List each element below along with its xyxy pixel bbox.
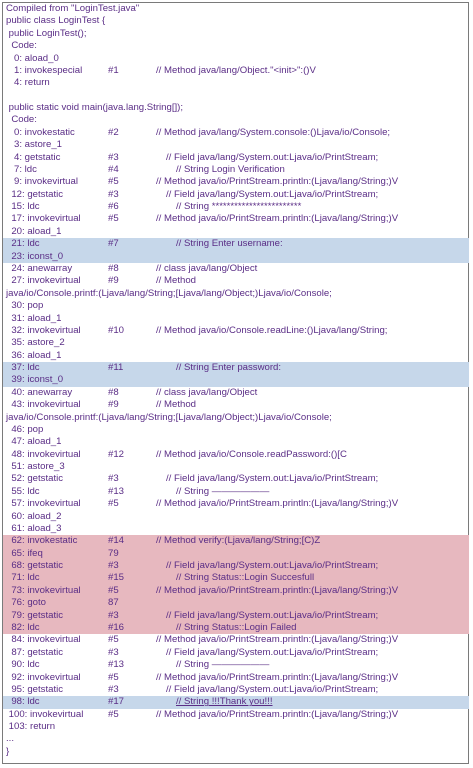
code-line-operand: #4 [108,163,119,175]
code-line-instruction: 1: invokespecial [6,64,83,76]
code-line-instruction: } [6,745,10,757]
code-line-comment: // Method [156,399,196,411]
code-line-instruction: java/io/Console.printf:(Ljava/lang/String;[Ljava/lang/Object;)Ljava/io/Console; [6,287,332,299]
code-line-operand: #5 [108,213,119,225]
code-line-instruction: 73: invokevirtual [6,584,81,596]
code-line-operand: #6 [108,201,119,213]
code-line-instruction: 103: return [6,721,56,733]
code-line-operand: #3 [108,560,119,572]
code-line-instruction: 95: getstatic [6,683,64,695]
code-line-operand: 87 [108,597,119,609]
code-line-instruction: 0: aload_0 [6,52,59,64]
code-line-comment: // String Enter username: [176,238,283,250]
code-line-comment: // class java/lang/Object [156,262,258,274]
code-line-comment: // String —————— [176,659,270,671]
code-line-instruction: 51: astore_3 [6,461,65,473]
code-line-comment: // Method java/io/Console.readLine:()Ljava/lang/String; [156,324,388,336]
code-line-instruction: 61: aload_3 [6,522,62,534]
code-line-comment: // Method java/io/PrintStream.println:(Ljava/lang/String;)V [156,498,399,510]
code-line-instruction: 55: ldc [6,485,40,497]
code-line-instruction: 71: ldc [6,572,40,584]
code-line-instruction: 60: aload_2 [6,510,62,522]
code-line-operand: #2 [108,126,119,138]
code-line-comment: // Field java/lang/System.out:Ljava/io/PrintStream; [166,560,379,572]
code-line-instruction: 31: aload_1 [6,312,62,324]
code-line-instruction: 68: getstatic [6,560,64,572]
code-line-comment: // Field java/lang/System.out:Ljava/io/PrintStream; [166,473,379,485]
code-line-instruction: 92: invokevirtual [6,671,81,683]
code-line-operand: #8 [108,386,119,398]
code-line-instruction: 9: invokevirtual [6,176,78,188]
code-line-instruction: Code: [6,114,37,126]
code-line-operand: #1 [108,64,119,76]
code-line-comment: // class java/lang/Object [156,386,258,398]
code-line-instruction: 21: ldc [6,238,40,250]
code-line-operand: #8 [108,262,119,274]
code-line-instruction: 12: getstatic [6,188,64,200]
code-line-operand: #14 [108,535,125,547]
code-line-comment: // Field java/lang/System.out:Ljava/io/PrintStream; [166,646,379,658]
code-line-instruction: 7: ldc [6,163,37,175]
code-line-operand: #15 [108,572,125,584]
code-line-comment: // String Enter password: [176,362,282,374]
code-line-instruction: 32: invokevirtual [6,324,81,336]
code-line-comment: // String —————— [176,485,270,497]
code-line-operand: #3 [108,188,119,200]
code-line-operand: #5 [108,708,119,720]
code-line-instruction: 90: ldc [6,659,40,671]
code-line-comment: // Method java/io/Console.readPassword:()[C [156,448,347,460]
code-line-instruction: public LoginTest(); [6,27,87,39]
code-line-comment: // Field java/lang/System.out:Ljava/io/PrintStream; [166,151,379,163]
code-line-operand: #16 [108,622,125,633]
code-line-comment: // Method java/io/PrintStream.println:(Ljava/lang/String;)V [156,634,399,646]
code-line-instruction: 0: invokestatic [6,126,75,138]
code-line-instruction: 57: invokevirtual [6,498,81,510]
code-line-comment: // Method java/lang/Object."<init>":()V [156,64,316,76]
code-line-instruction: 46: pop [6,423,44,435]
code-line-instruction: 87: getstatic [6,646,64,658]
code-line-instruction: 37: ldc [6,362,40,374]
code-line-operand: #5 [108,176,119,188]
code-line-instruction: 100: invokevirtual [6,708,84,720]
code-line-operand: #13 [108,485,125,497]
code-line-instruction: public static void main(java.lang.String[]); [6,102,184,114]
code-line-operand: #10 [108,324,125,336]
code-line-instruction: 43: invokevirtual [6,399,81,411]
code-line-instruction: 20: aload_1 [6,225,62,237]
code-line-instruction: 35: astore_2 [6,337,65,349]
code-line-operand: #3 [108,683,119,695]
code-line-instruction: 76: goto [6,597,47,609]
code-line-comment: // Method java/io/PrintStream.println:(Ljava/lang/String;)V [156,584,399,596]
code-line-instruction: 4: getstatic [6,151,61,163]
code-line-instruction: 3: astore_1 [6,139,62,151]
code-line-comment: // Method verify:(Ljava/lang/String;[C)Z [156,535,321,547]
code-line-operand: 79 [108,547,119,559]
code-line-comment: // String Status::Login Succesfull [176,572,315,584]
code-line-comment: // Method [156,275,196,287]
code-line-instruction: 30: pop [6,300,44,312]
code-line-comment: // Method java/io/PrintStream.println:(Ljava/lang/String;)V [156,176,399,188]
code-line-instruction: 27: invokevirtual [6,275,81,287]
code-line-operand: #12 [108,448,125,460]
code-line-instruction: Code: [6,40,37,52]
code-line-comment: // String Status::Login Failed [176,622,297,633]
code-line-comment: // Method java/io/PrintStream.println:(Ljava/lang/String;)V [156,213,399,225]
code-line-comment: // Field java/lang/System.out:Ljava/io/PrintStream; [166,609,379,621]
code-line-operand: #9 [108,399,119,411]
code-line-instruction: 47: aload_1 [6,436,62,448]
code-line-instruction: 82: ldc [6,622,40,633]
code-line-operand: #5 [108,671,119,683]
code-line-comment: // String !!!Thank you!!! [176,696,273,708]
code-line-instruction: 15: ldc [6,201,40,213]
code-line-instruction: 39: iconst_0 [6,374,64,386]
code-line-instruction: 84: invokevirtual [6,634,81,646]
code-line-comment: // String Login Verification [176,163,285,175]
code-line-instruction: public class LoginTest { [6,15,106,27]
code-line-instruction: 79: getstatic [6,609,64,621]
code-line-comment: // Field java/lang/System.out:Ljava/io/PrintStream; [166,188,379,200]
code-line-instruction: Compiled from "LoginTest.java" [6,3,140,14]
code-line-operand: #7 [108,238,119,250]
code-line-comment: // Method java/lang/System.console:()Ljava/io/Console; [156,126,391,138]
code-line-instruction: 65: ifeq [6,547,43,559]
code-line-instruction: 23: iconst_0 [6,250,64,262]
code-line-operand: #3 [108,473,119,485]
code-line-operand: #5 [108,498,119,510]
code-line-instruction: 24: anewarray [6,262,73,274]
code-line-instruction: 40: anewarray [6,386,73,398]
code-line-comment: // String ************************ [176,201,302,213]
code-line-instruction: 17: invokevirtual [6,213,81,225]
code-line-operand: #9 [108,275,119,287]
code-line-operand: #3 [108,151,119,163]
code-line-comment: // Method java/io/PrintStream.println:(Ljava/lang/String;)V [156,708,399,720]
code-line-operand: #13 [108,659,125,671]
code-line-operand: #5 [108,584,119,596]
code-line-operand: #11 [108,362,124,374]
code-line-comment: // Field java/lang/System.out:Ljava/io/PrintStream; [166,683,379,695]
code-line-operand: #17 [108,696,125,708]
code-line-instruction: 52: getstatic [6,473,64,485]
code-line-instruction: 98: ldc [6,696,40,708]
code-line-instruction: 36: aload_1 [6,349,62,361]
code-line-operand: #5 [108,634,119,646]
code-line-operand: #3 [108,646,119,658]
code-line-comment: // Method java/io/PrintStream.println:(Ljava/lang/String;)V [156,671,399,683]
code-line-operand: #3 [108,609,119,621]
code-line-instruction: java/io/Console.printf:(Ljava/lang/String;[Ljava/lang/Object;)Ljava/io/Console; [6,411,332,423]
code-line-instruction: 62: invokestatic [6,535,78,547]
code-line-instruction: ... [6,733,14,745]
code-line-instruction: 48: invokevirtual [6,448,81,460]
code-line-instruction: 4: return [6,77,50,89]
